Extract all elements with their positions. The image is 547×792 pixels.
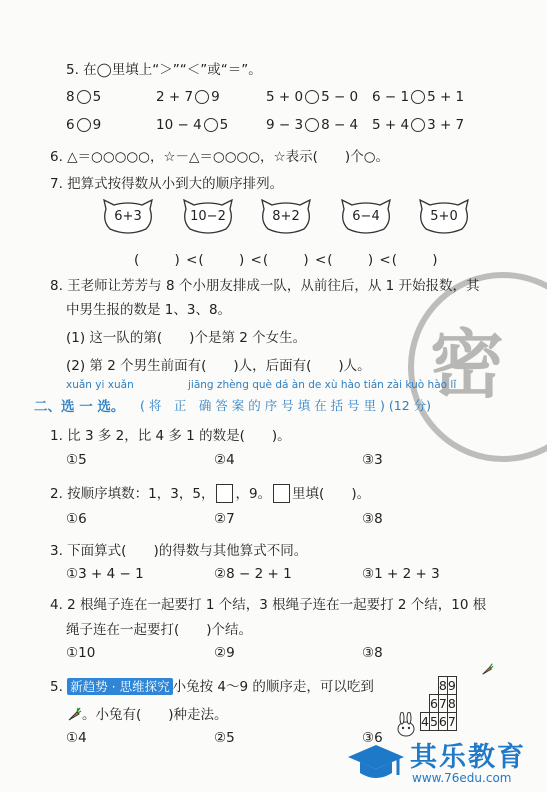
section-title: 二、选 一 选。 xyxy=(34,399,125,415)
q5-right: 3 + 7 xyxy=(427,117,465,133)
q5-right: 8 − 4 xyxy=(321,117,359,133)
s1-question: 1. 比 3 多 2，比 4 多 1 的数是( )。 xyxy=(50,428,291,444)
s1-option-b: ②4 xyxy=(214,452,235,468)
cat-expression: 6−4 xyxy=(352,209,380,224)
q8-sub2: (2) 第 2 个男生前面有( )人，后面有( )人。 xyxy=(66,358,371,374)
s3-option-b: ②8 − 2 + 1 xyxy=(214,566,292,582)
s5-tag-badge: 新趋势 · 思维探究 xyxy=(67,678,172,695)
q5-right: 5 + 1 xyxy=(427,89,465,105)
q5-left: 10 − 4 xyxy=(156,117,202,133)
s2-blank-box-ref xyxy=(273,484,290,503)
q8-line2: 中男生报的数是 1、3、8。 xyxy=(66,302,232,318)
stair-cell: 7 xyxy=(447,714,456,729)
s2-option-b: ②7 xyxy=(214,511,235,527)
stair-cell: 4 xyxy=(421,714,429,729)
q5-right: 9 xyxy=(92,117,102,133)
brand-logo xyxy=(346,735,546,792)
q6-text: 6. △＝○○○○○，☆－△＝○○○○，☆表示( )个○。 xyxy=(50,149,389,165)
sec2-pinyin-instr: jiāng zhèng què dá àn de xù hào tián zài kuò hào lǐ xyxy=(188,379,457,391)
carrot-icon xyxy=(66,706,82,726)
q5-item xyxy=(156,117,228,133)
q5-right: 5 xyxy=(92,89,102,105)
brand-url: www.76edu.com xyxy=(412,771,512,785)
compare-circle[interactable] xyxy=(411,90,425,104)
cat-card xyxy=(258,199,314,235)
q5-right: 9 xyxy=(211,89,220,105)
cat-expression: 10−2 xyxy=(190,209,226,224)
q5-left: 5 + 4 xyxy=(372,117,410,133)
graduation-cap-icon xyxy=(346,741,406,785)
s3-question: 3. 下面算式( )的得数与其他算式不同。 xyxy=(50,543,308,559)
q5-right: 5 − 0 xyxy=(321,89,359,105)
q5-left: 9 − 3 xyxy=(266,117,304,133)
q5-right: 5 xyxy=(219,117,229,133)
s5-option-a: ①4 xyxy=(66,730,87,746)
compare-circle[interactable] xyxy=(195,90,209,104)
compare-circle[interactable] xyxy=(411,118,425,132)
s2-q-post: 里填( )。 xyxy=(292,486,371,502)
cat-card xyxy=(100,199,156,235)
compare-circle[interactable] xyxy=(305,118,319,132)
s2-option-c: ③8 xyxy=(362,511,383,527)
q5-prompt: 5. 在◯里填上“＞”“＜”或“＝”。 xyxy=(66,62,262,78)
stair-cell: 7 xyxy=(438,696,447,711)
carrot-top-icon xyxy=(480,662,494,680)
cat-card xyxy=(180,199,236,235)
section-instructions: ( 将 正 确 答 案 的 序 号 填 在 括 号 里 ) (12 分) xyxy=(140,398,432,413)
stair-cell: 6 xyxy=(429,696,438,711)
cat-expression: 5+0 xyxy=(430,209,458,224)
s1-option-a: ①5 xyxy=(66,452,87,468)
s4-option-a: ①10 xyxy=(66,645,96,661)
s5-question: 5. 新趋势 · 思维探究 小兔按 4～9 的顺序走，可以吃到 xyxy=(50,679,374,695)
s2-option-a: ①6 xyxy=(66,511,87,527)
compare-circle[interactable] xyxy=(204,118,218,132)
s2-question xyxy=(50,482,370,503)
q5-left: 8 xyxy=(66,89,75,105)
stair-cell: 5 xyxy=(429,714,438,729)
cat-card xyxy=(416,199,472,235)
s5-q-text: 小兔按 4～9 的顺序走，可以吃到 xyxy=(172,679,374,695)
q5-item xyxy=(156,89,220,105)
s1-option-c: ③3 xyxy=(362,452,383,468)
stair-cell: 8 xyxy=(447,696,456,711)
q7-order-blanks: ( ) <( ) <( ) <( ) <( ) xyxy=(134,252,439,268)
s5-option-c: ③6 xyxy=(362,730,383,746)
q8-line1: 8. 王老师让芳芳与 8 个小朋友排成一队，从前往后，从 1 开始报数，其 xyxy=(50,278,480,294)
s3-option-c: ③1 + 2 + 3 xyxy=(362,566,440,582)
q5-left: 5 + 0 xyxy=(266,89,304,105)
s5-option-b: ②5 xyxy=(214,730,235,746)
s2-q-mid: ，9。 xyxy=(235,486,272,502)
stair-cell: 8 xyxy=(438,678,447,693)
compare-circle[interactable] xyxy=(305,90,319,104)
q8-sub1: (1) 这一队的第( )个是第 2 个女生。 xyxy=(66,330,307,346)
q5-item xyxy=(266,117,358,133)
cat-expression: 8+2 xyxy=(272,209,300,224)
s4-option-b: ②9 xyxy=(214,645,235,661)
s2-blank-box xyxy=(216,484,233,503)
q7-prompt: 7. 把算式按得数从小到大的顺序排列。 xyxy=(50,176,284,192)
cat-expression: 6+3 xyxy=(114,209,142,224)
s3-option-a: ①3 + 4 − 1 xyxy=(66,566,144,582)
cat-card xyxy=(338,199,394,235)
q5-item xyxy=(372,117,464,133)
q5-item xyxy=(66,117,101,133)
q5-item xyxy=(372,89,464,105)
s4-line2: 绳子连在一起要打( )个结。 xyxy=(66,622,253,638)
compare-circle[interactable] xyxy=(77,90,91,104)
s2-q-pre: 2. 按顺序填数：1，3，5， xyxy=(50,486,215,502)
s4-option-c: ③8 xyxy=(362,645,383,661)
watermark-stamp-char: 密 xyxy=(430,322,504,408)
stairs-grid xyxy=(420,676,457,731)
compare-circle[interactable] xyxy=(77,118,91,132)
q5-left: 6 xyxy=(66,117,75,133)
q5-left: 2 + 7 xyxy=(156,89,194,105)
q5-left: 6 − 1 xyxy=(372,89,410,105)
q5-item xyxy=(66,89,101,105)
s5-line2 xyxy=(66,703,228,726)
brand-name: 其乐教育 xyxy=(410,742,526,773)
stair-cell: 6 xyxy=(438,714,447,729)
s5-line2-text: 。小兔有( )种走法。 xyxy=(82,707,228,723)
s4-line1: 4. 2 根绳子连在一起要打 1 个结，3 根绳子连在一起要打 2 个结，10 根 xyxy=(50,597,487,613)
stair-cell: 9 xyxy=(447,678,456,693)
sec2-pinyin-title: xuǎn yi xuǎn xyxy=(66,379,134,391)
q5-item xyxy=(266,89,358,105)
